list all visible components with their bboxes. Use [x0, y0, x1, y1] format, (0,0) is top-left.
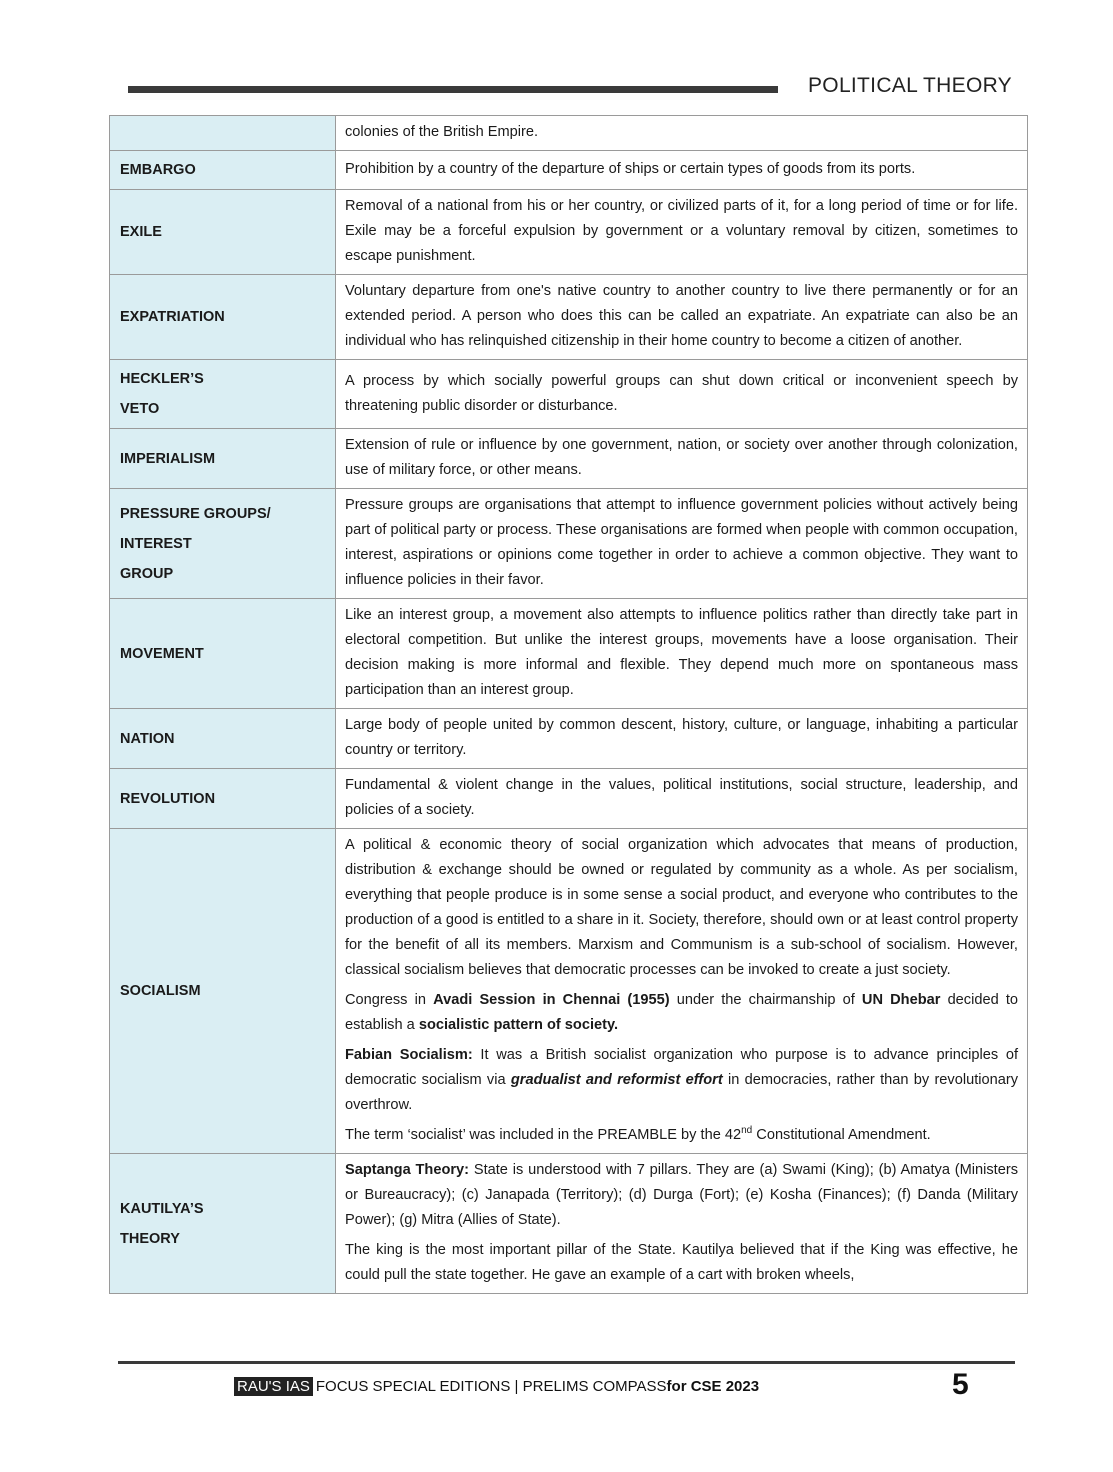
term-cell: SOCIALISM [110, 829, 336, 1154]
table-row [110, 429, 1028, 489]
page-number: 5 [952, 1368, 969, 1401]
term-cell: KAUTILYA’S THEORY [110, 1154, 336, 1294]
page-title: POLITICAL THEORY [808, 74, 1012, 97]
table-row [110, 709, 1028, 769]
term-cell: PRESSURE GROUPS/ INTEREST GROUP [110, 489, 336, 599]
table-row [110, 769, 1028, 829]
table-row [110, 275, 1028, 360]
term-cell [110, 116, 336, 151]
header-rule [128, 86, 778, 93]
glossary-table [109, 115, 1028, 1294]
table-row [110, 116, 1028, 151]
table-row [110, 151, 1028, 190]
definition-cell: Like an interest group, a movement also attempts to influence politics rather than directly take part in electoral competition. But unlike the interest groups, movements have a loose organisation. Their decision making is more informal and flexible. They depend much more on spontaneous mass participation than an interest group. [336, 599, 1028, 709]
definition-cell: A process by which socially powerful groups can shut down critical or inconvenient speech by threatening public disorder or disturbance. [336, 360, 1028, 429]
footer-rule [118, 1361, 1015, 1364]
term-cell: EMBARGO [110, 151, 336, 190]
table-row [110, 489, 1028, 599]
table-row [110, 360, 1028, 429]
term-cell: MOVEMENT [110, 599, 336, 709]
definition-cell: Pressure groups are organisations that attempt to influence government policies without actively being part of political party or process. These organisations are formed when people with common occupation, interest, aspirations or opinions come together in order to achieve a common objective. They want to influence policies in their favor. [336, 489, 1028, 599]
definition-cell: colonies of the British Empire. [336, 116, 1028, 151]
table-row [110, 1154, 1028, 1294]
definition-cell: A political & economic theory of social organization which advocates that means of production, distribution & exchange should be owned or regulated by community as a whole. As per socialism, everything that people produce is in some sense a social product, and everyone who contributes to the production of a good is entitled to a share in it. Society, therefore, should own or at least control property for the benefit of all its members. Marxism and Communism is a sub-school of socialism. However, classical socialism believes that democratic processes can be invoked to create a just society. Congress in Avadi Session in Chennai (1955) under the chairmanship of UN Dhebar decided to establish a socialistic pattern of society. Fabian Socialism: It was a British socialist organization who purpose is to advance principles of democratic socialism via gradualist and reformist effort in democracies, rather than by revolutionary overthrow. The term ‘socialist’ was included in the PREAMBLE by the 42nd Constitutional Amendment. [336, 829, 1028, 1154]
footer [234, 1377, 759, 1396]
term-cell: HECKLER’S VETO [110, 360, 336, 429]
term-cell: EXPATRIATION [110, 275, 336, 360]
term-cell: EXILE [110, 190, 336, 275]
definition-cell: Prohibition by a country of the departure of ships or certain types of goods from its ports. [336, 151, 1028, 190]
table-row [110, 190, 1028, 275]
table-row [110, 829, 1028, 1154]
brand-logo: RAU'S IAS [234, 1377, 313, 1396]
definition-cell: Extension of rule or influence by one government, nation, or society over another through colonization, use of military force, or other means. [336, 429, 1028, 489]
term-cell: IMPERIALISM [110, 429, 336, 489]
term-cell: NATION [110, 709, 336, 769]
footer-edition: for CSE 2023 [666, 1378, 760, 1395]
definition-cell: Removal of a national from his or her country, or civilized parts of it, for a long period of time or for life. Exile may be a forceful expulsion by government or a voluntary removal by citizen, sometimes to escape punishment. [336, 190, 1028, 275]
footer-text: FOCUS SPECIAL EDITIONS | PRELIMS COMPASS [315, 1378, 667, 1395]
table-row [110, 599, 1028, 709]
term-cell: REVOLUTION [110, 769, 336, 829]
definition-cell: Saptanga Theory: State is understood with 7 pillars. They are (a) Swami (King); (b) Amatya (Ministers or Bureaucracy); (c) Janapada (Territory); (d) Durga (Fort); (e) Kosha (Finances); (f) Danda (Military Power); (g) Mitra (Allies of State). The king is the most important pillar of the State. Kautilya believed that if the King was effective, he could pull the state together. He gave an example of a cart with broken wheels, [336, 1154, 1028, 1294]
definition-cell: Large body of people united by common descent, history, culture, or language, inhabiting a particular country or territory. [336, 709, 1028, 769]
definition-cell: Voluntary departure from one's native country to another country to live there permanently or for an extended period. A person who does this can be called an expatriate. An expatriate can also be an individual who has relinquished citizenship in their home country to become a citizen of another. [336, 275, 1028, 360]
definition-cell: Fundamental & violent change in the values, political institutions, social structure, leadership, and policies of a society. [336, 769, 1028, 829]
